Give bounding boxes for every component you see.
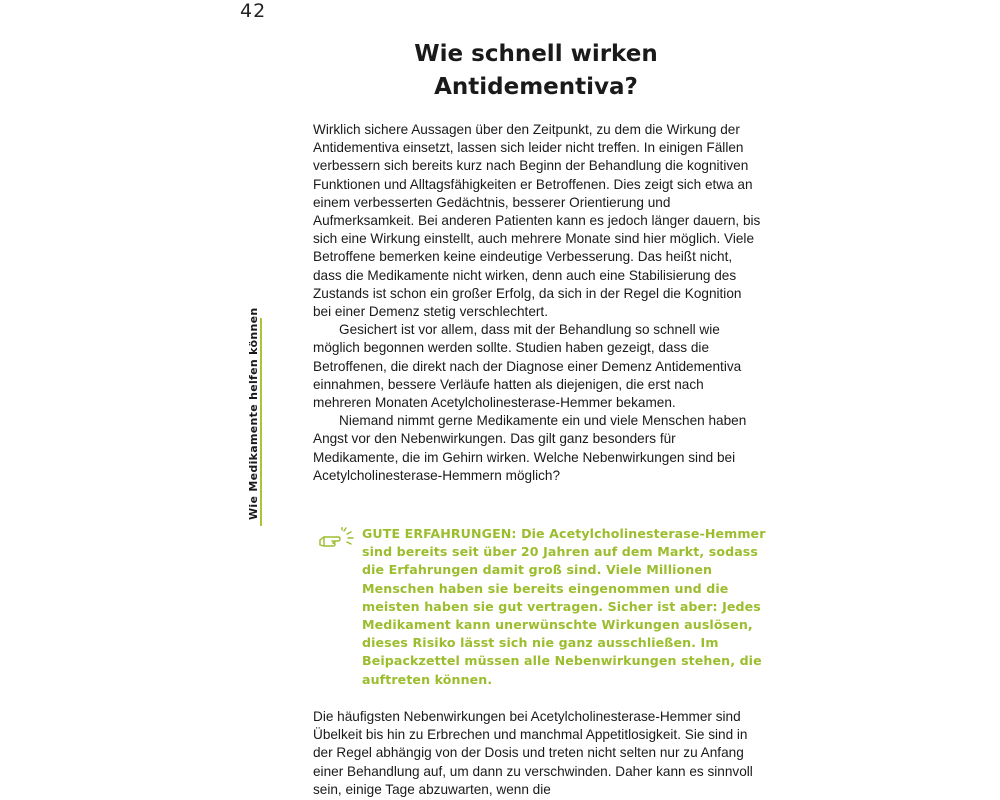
section-label: Wie Medikamente helfen können	[247, 307, 260, 520]
paragraph: Wirklich sichere Aussagen über den Zeitpunkt, zu dem die Wirkung der Antidementiva einsetzt, lassen sich leider nicht treffen. In einigen Fällen verbessern sich bereits kurz nach Beginn der Behandlung die kognitiven Funktionen und Alltagsfähigkeiten er Betroffenen. Dies zeigt sich etwa an einem verbesserten Gedächtnis, besserer Orientierung und Aufmerksamkeit. Bei anderen Patienten kann es jedoch länger dauern, bis sich eine Wirkung einstellt, auch mehrere Monate sind hier möglich. Viele Betroffene bemerken keine eindeutige Verbesserung. Das heißt nicht, dass die Medikamente nicht wirken, denn auch eine Stabilisierung des Zustands ist schon ein großer Erfolg, da sich in der Regel die Kognition bei einer Demenz stetig verschlechtert.	[313, 122, 761, 320]
closing-paragraph: Die häufigsten Nebenwirkungen bei Acetylcholinesterase-Hemmer sind Übelkeit bis hin zu Erbrechen und manchmal Appetitlosigkeit. Sie sind in der Regel abhängig von der Dosis und treten nicht selten nur zu Anfang einer Behandlung auf, um dann zu verschwinden. Daher kann es sinnvoll sein, einige Tage abzuwarten, wenn die	[313, 709, 753, 797]
section-tab	[240, 307, 268, 526]
title-line-1: Wie schnell wirken	[414, 41, 658, 67]
title-line-2: Antidementiva?	[434, 74, 638, 100]
tip-box	[318, 525, 768, 689]
section-rule	[260, 318, 262, 526]
tip-label: GUTE ERFAHRUNGEN:	[362, 526, 517, 541]
body-text	[313, 121, 761, 485]
page-number: 42	[240, 0, 267, 22]
page-title	[313, 38, 759, 104]
pointing-hand-icon	[318, 527, 356, 551]
paragraph: Gesichert ist vor allem, dass mit der Behandlung so schnell wie möglich begonnen werden sollte. Studien haben gezeigt, dass die Betroffenen, die direkt nach der Diagnose einer Demenz Antidementiva einnahmen, bessere Verläufe hatten als diejenigen, die erst nach mehreren Monaten Acetylcholinesterase-Hemmer bekamen.	[313, 322, 742, 411]
tip-text: Die Acetylcholinesterase-Hemmer sind bereits seit über 20 Jahren auf dem Markt, sodass die Erfahrungen damit groß sind. Viele Millionen Menschen haben sie bereits eingenommen und die meisten haben sie gut vertragen. Sicher ist aber: Jedes Medikament kann unerwünschte Wirkungen auslösen, dieses Risiko lässt sich nie ganz ausschließen. Im Beipackzettel müssen alle Nebenwirkungen stehen, die auftreten können.	[362, 526, 766, 687]
paragraph: Niemand nimmt gerne Medikamente ein und viele Menschen haben Angst vor den Nebenwirkungen. Das gilt ganz besonders für Medikamente, die im Gehirn wirken. Welche Nebenwirkungen sind bei Acetylcholinesterase-Hemmern möglich?	[313, 413, 747, 483]
